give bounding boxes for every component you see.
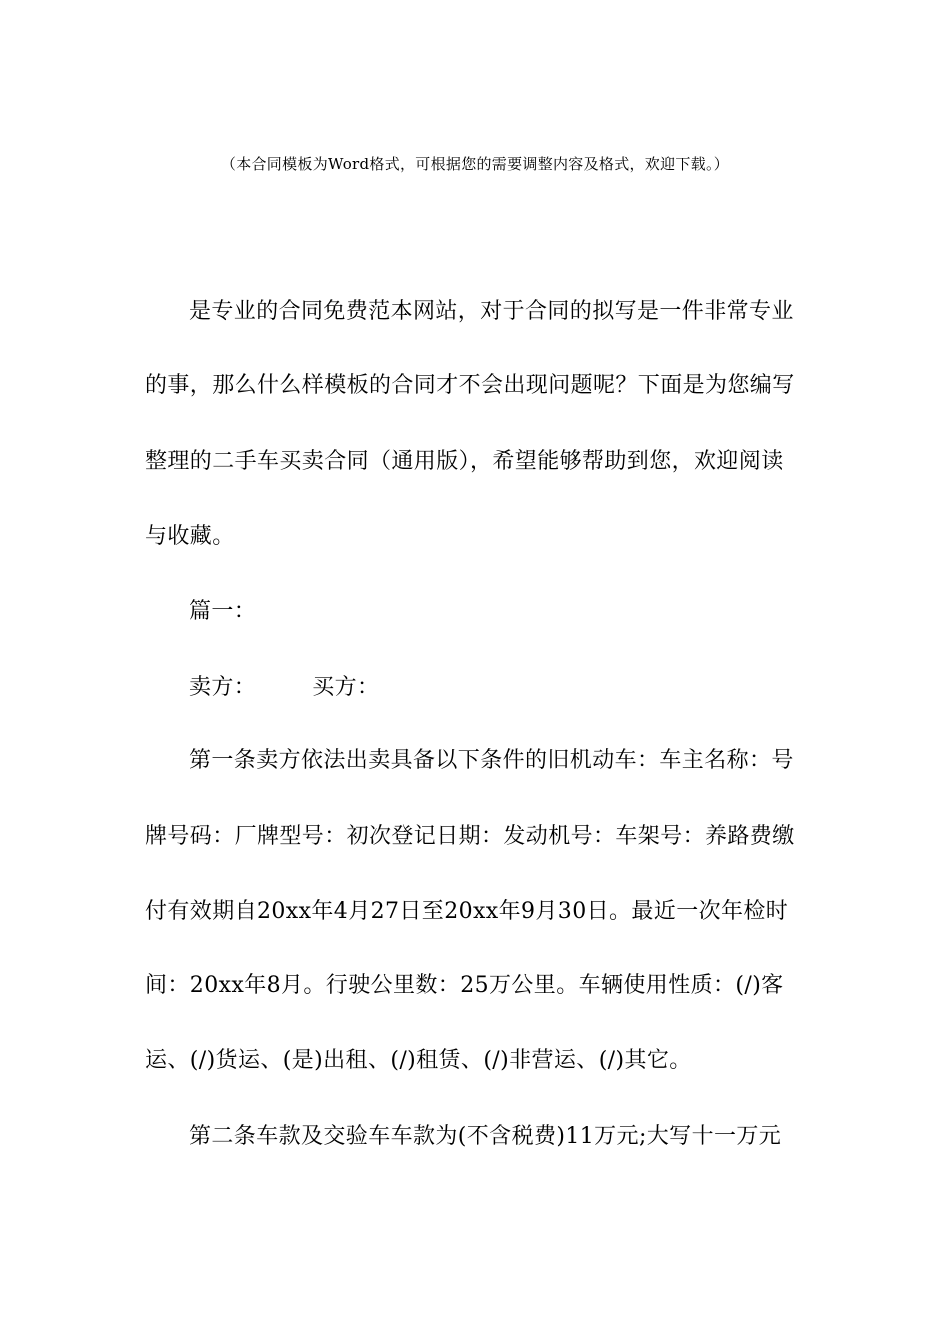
article2-line-1: 第二条车款及交验车车款为(不含税费)11万元;大写十一万元 [189,1124,782,1149]
intro-line-3: 整理的二手车买卖合同（通用版），希望能够帮助到您，欢迎阅读 [145,449,784,474]
parties-line [189,673,379,703]
article1-line-1: 第一条卖方依法出卖具备以下条件的旧机动车：车主名称：号 [189,748,794,773]
intro-line-4: 与收藏。 [145,524,235,549]
document-body [145,0,805,1344]
article1-line-3: 付有效期自20xx年4月27日至20xx年9月30日。最近一次年检时 [145,899,789,924]
buyer-label: 买方： [312,675,380,700]
intro-line-1: 是专业的合同免费范本网站，对于合同的拟写是一件非常专业 [189,299,794,324]
intro-line-2: 的事，那么什么样模板的合同才不会出现问题呢？下面是为您编写 [145,373,795,398]
section-title: 篇一： [189,599,257,624]
article1-line-5: 运、(/)货运、(是)出租、(/)租赁、(/)非营运、(/)其它。 [145,1048,692,1073]
article1-line-2: 牌号码：厂牌型号：初次登记日期：发动机号：车架号：养路费缴 [145,824,795,849]
template-format-note: （本合同模板为Word格式，可根据您的需要调整内容及格式，欢迎下载。） [220,155,730,173]
article1-line-4: 间：20xx年8月。行驶公里数：25万公里。车辆使用性质：(/)客 [145,973,784,998]
seller-label: 卖方： [189,675,257,700]
